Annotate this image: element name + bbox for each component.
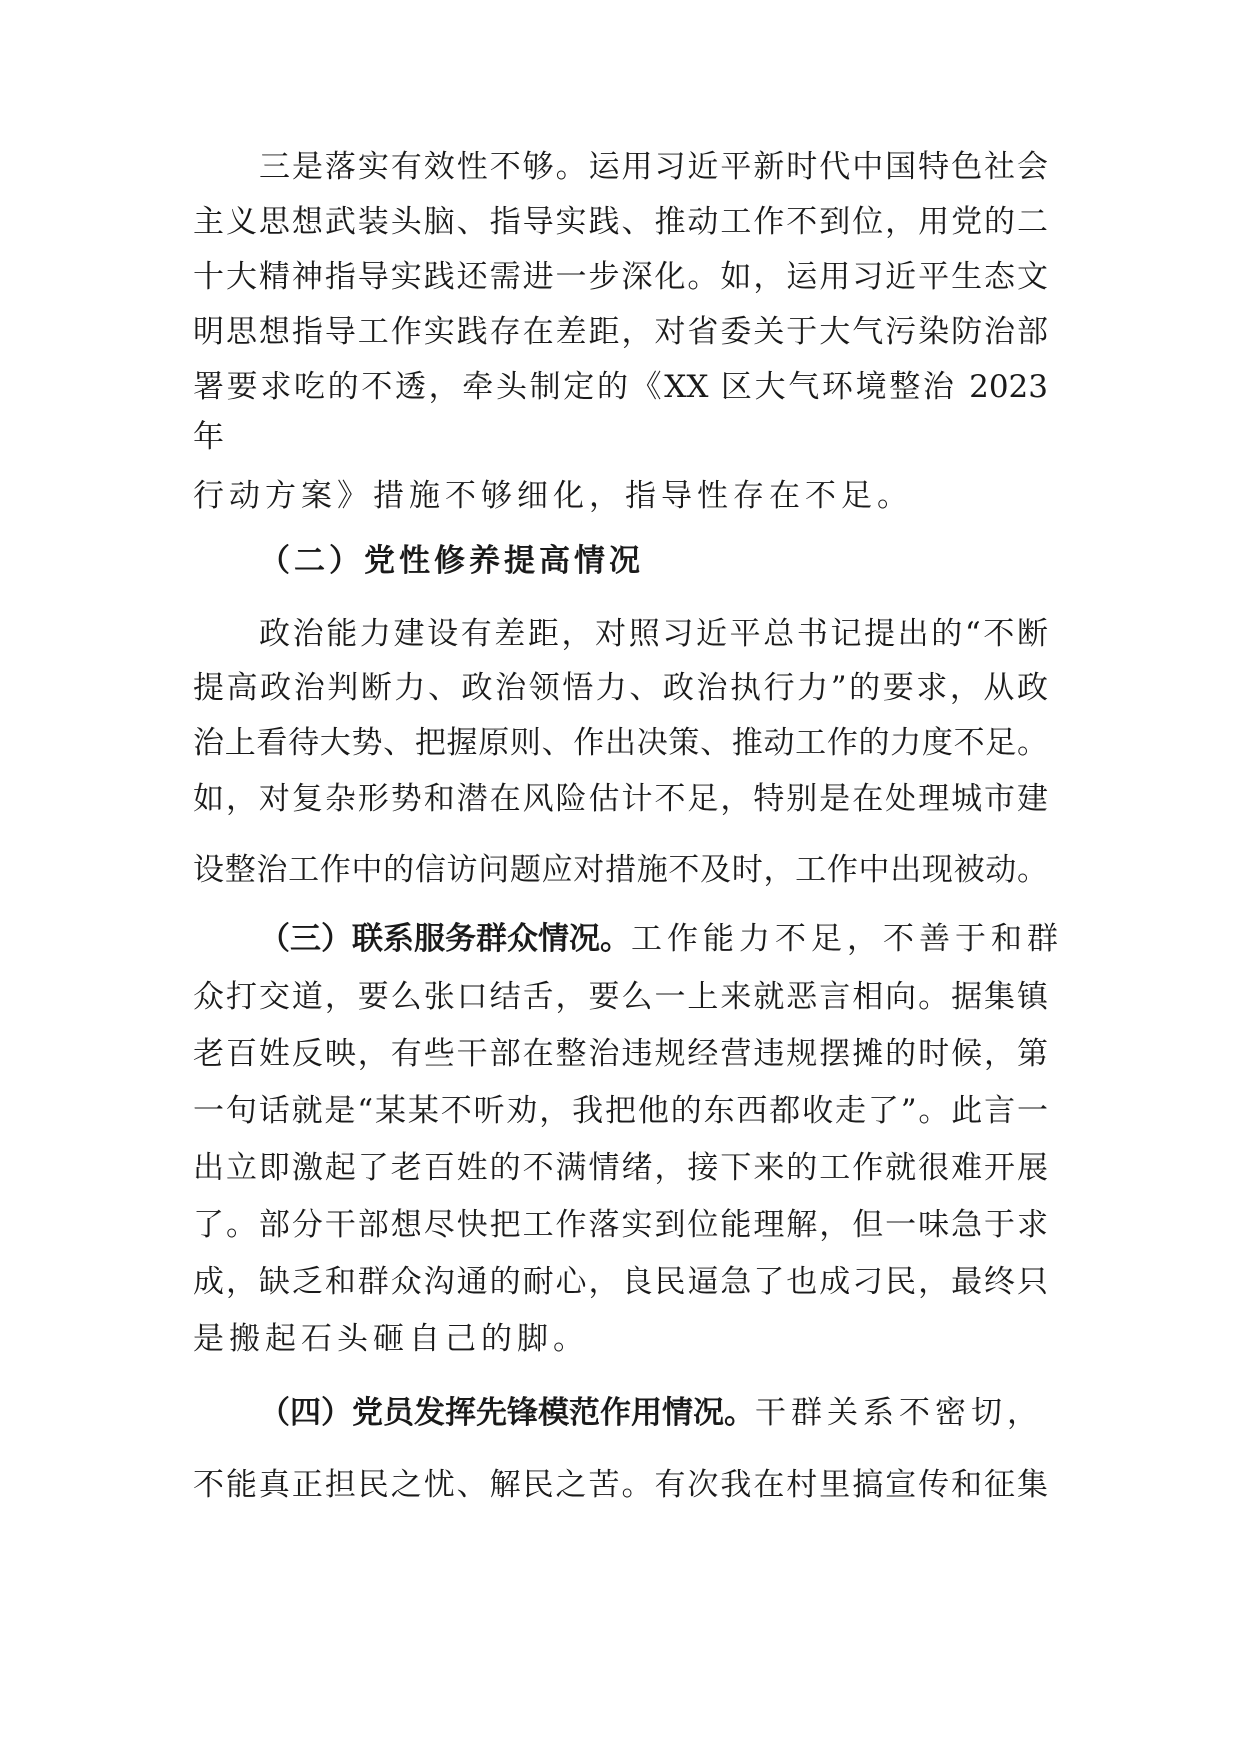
paragraph-line: 主义思想武装头脑、指导实践、推动工作不到位，用党的二 [193,204,1048,240]
section-heading: （三）联系服务群众情况。 [259,921,631,957]
paragraph-line: 不能真正担民之忧、解民之苦。有次我在村里搞宣传和征集 [193,1467,1048,1503]
paragraph-line: 年 [193,419,229,455]
paragraph-line: 众打交道，要么张口结舌，要么一上来就恶言相向。据集镇 [193,979,1048,1015]
paragraph-text: 工作能力不足，不善于和群 [631,921,1063,957]
paragraph-line: 行动方案》措施不够细化，指导性存在不足。 [193,478,913,514]
paragraph-line: 出立即激起了老百姓的不满情绪，接下来的工作就很难开展 [193,1150,1048,1186]
section-heading-line [259,919,1063,959]
paragraph-line: 设整治工作中的信访问题应对措施不及时，工作中出现被动。 [193,852,1048,888]
section-heading: （二）党性修养提高情况 [259,543,644,579]
section-heading: （四）党员发挥先锋模范作用情况。 [259,1395,755,1431]
paragraph-line: 署要求吃的不透，牵头制定的《XX 区大气环境整治 2023 [193,369,1048,405]
paragraph-line: 老百姓反映，有些干部在整治违规经营违规摆摊的时候，第 [193,1036,1048,1072]
paragraph-line: 治上看待大势、把握原则、作出决策、推动工作的力度不足。 [193,725,1048,761]
paragraph-line: 是搬起石头砸自己的脚。 [193,1321,589,1357]
paragraph-line: 十大精神指导实践还需进一步深化。如，运用习近平生态文 [193,259,1048,295]
paragraph-line: 一句话就是“某某不听劝，我把他的东西都收走了”。此言一 [193,1093,1048,1129]
paragraph-text: 干群关系不密切， [755,1395,1043,1431]
paragraph-line: 三是落实有效性不够。运用习近平新时代中国特色社会 [259,149,1048,185]
paragraph-line: 明思想指导工作实践存在差距，对省委关于大气污染防治部 [193,314,1048,350]
paragraph-line: 了。部分干部想尽快把工作落实到位能理解，但一味急于求 [193,1207,1048,1243]
paragraph-line: 提高政治判断力、政治领悟力、政治执行力”的要求，从政 [193,670,1048,706]
paragraph-line: 如，对复杂形势和潜在风险估计不足，特别是在处理城市建 [193,781,1048,817]
paragraph-line: 成，缺乏和群众沟通的耐心，良民逼急了也成刁民，最终只 [193,1264,1048,1300]
paragraph-line: 政治能力建设有差距，对照习近平总书记提出的“不断 [259,616,1048,652]
section-heading-line [259,1393,1043,1433]
